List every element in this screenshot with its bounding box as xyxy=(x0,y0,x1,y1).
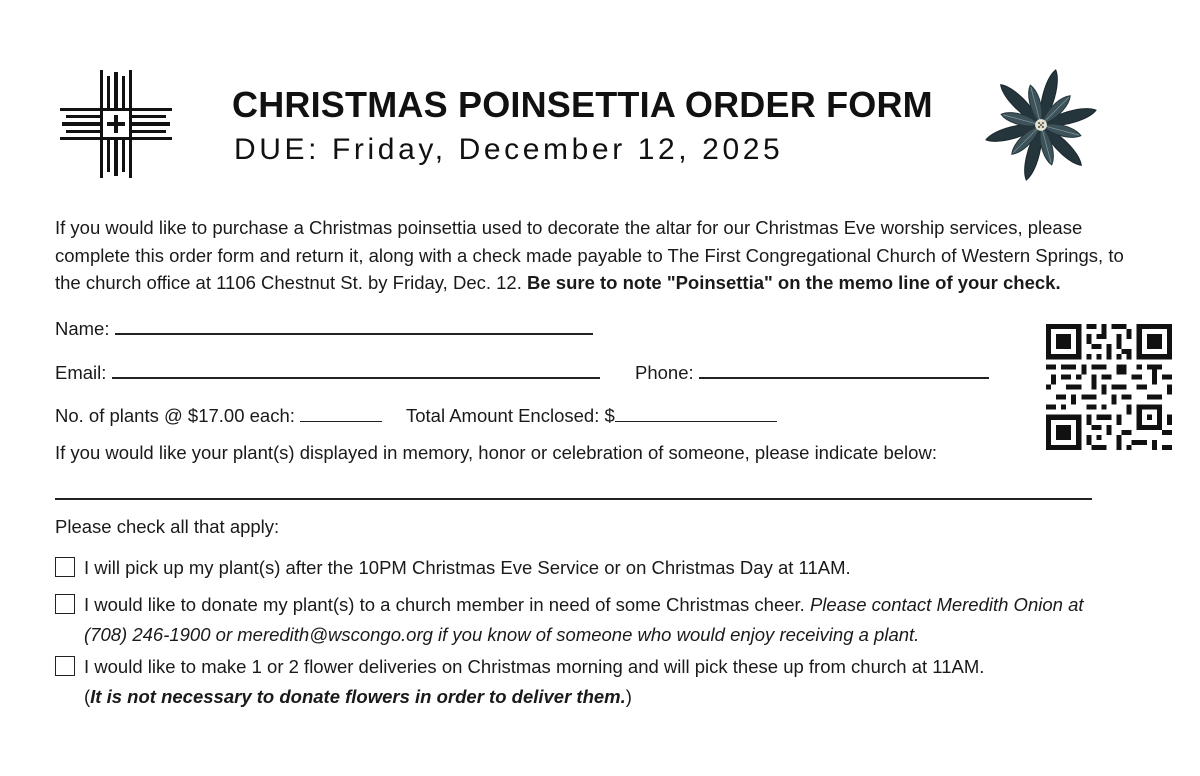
donate-checkbox[interactable] xyxy=(55,594,75,614)
plants-count-field[interactable] xyxy=(300,403,382,422)
intro-emphasis: Be sure to note "Poinsettia" on the memo line of your check. xyxy=(527,272,1061,293)
email-field[interactable] xyxy=(112,359,600,379)
due-date: DUE: Friday, December 12, 2025 xyxy=(234,133,784,166)
cross-logo-icon xyxy=(60,70,172,178)
name-field[interactable] xyxy=(115,315,593,335)
checklist-heading: Please check all that apply: xyxy=(55,516,280,537)
poinsettia-icon xyxy=(982,66,1100,184)
pickup-checkbox[interactable] xyxy=(55,557,75,577)
donate-option-main: I would like to donate my plant(s) to a church member in need of some Christmas cheer. xyxy=(84,594,810,615)
email-row xyxy=(55,359,600,384)
delivery-note-open: ( xyxy=(84,685,91,707)
delivery-checkbox[interactable] xyxy=(55,656,75,676)
memory-field[interactable] xyxy=(55,498,1092,500)
delivery-option-note: It is not necessary to donate flowers in order to deliver them. xyxy=(90,685,626,707)
pickup-option-label: I will pick up my plant(s) after the 10PM Christmas Eve Service or on Christmas Day at 11AM. xyxy=(84,557,851,578)
donate-option-note: Please contact Meredith Onion at (708) 246-1900 or meredith@wscongo.org if you know of someone who would enjoy receiving a plant. xyxy=(84,594,1084,645)
delivery-note-close: ) xyxy=(625,685,632,707)
phone-row xyxy=(635,359,989,384)
qr-code-icon[interactable] xyxy=(1046,324,1172,450)
delivery-option-main: I would like to make 1 or 2 flower deliveries on Christmas morning and will pick these up from church at 11AM. xyxy=(84,656,985,677)
total-label: Total Amount Enclosed: $ xyxy=(406,405,615,426)
name-label: Name: xyxy=(55,318,110,339)
plants-label: No. of plants @ $17.00 each: xyxy=(55,405,295,426)
delivery-option-label xyxy=(84,652,1084,711)
plants-row xyxy=(55,403,777,427)
memory-prompt: If you would like your plant(s) displayed in memory, honor or celebration of someone, please indicate below: xyxy=(55,442,937,463)
email-label: Email: xyxy=(55,362,107,383)
phone-field[interactable] xyxy=(699,359,989,379)
form-title: CHRISTMAS POINSETTIA ORDER FORM xyxy=(232,84,933,125)
name-row xyxy=(55,315,593,340)
intro-text: If you would like to purchase a Christmas poinsettia used to decorate the altar for our Christmas Eve worship services, please complete this order form and return it, along with a check made payable to The First Congregational Church of Western Springs, to the church office at 1106 Chestnut St. by Friday, Dec. 12. xyxy=(55,217,1124,293)
total-amount-field[interactable] xyxy=(615,403,777,422)
donate-option-label xyxy=(84,590,1084,649)
phone-label: Phone: xyxy=(635,362,694,383)
intro-paragraph xyxy=(55,214,1135,297)
